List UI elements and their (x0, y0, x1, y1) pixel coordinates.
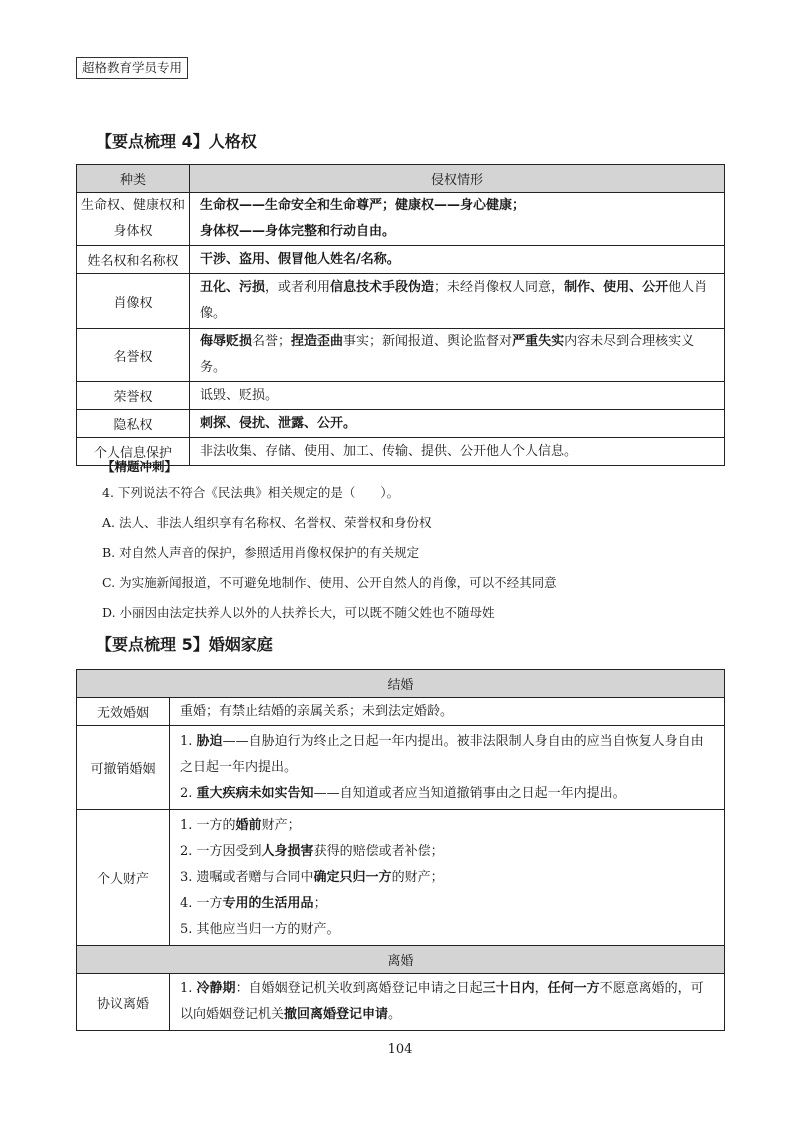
bold-text: 捏造歪曲 (291, 334, 344, 349)
text-segment: 2. 一方因受到 (180, 843, 262, 859)
text-segment: ——自胁迫行为终止之日起一年内提出。被非法限制人身自由的应当自恢复人身自由 (222, 733, 704, 749)
bold-text: 严重失实 (512, 334, 565, 349)
table-header-row (77, 165, 725, 193)
text-line (200, 247, 714, 273)
situation-cell (190, 438, 725, 466)
situation-cell (190, 329, 725, 382)
divorce-header: 离婚 (77, 946, 725, 974)
personality-rights-table (76, 164, 725, 466)
text-segment: 3. 遗嘱或者赠与合同中 (180, 869, 314, 885)
situation-cell (170, 974, 725, 1031)
table-row (77, 193, 725, 246)
kind-cell: 肖像权 (77, 274, 190, 329)
text-line (200, 193, 714, 219)
option-d: D. 小丽因由法定扶养人以外的人扶养长大，可以既不随父姓也不随母姓 (102, 605, 495, 620)
question-text: 4. 下列说法不符合《民法典》相关规定的是（ ）。 (102, 485, 400, 500)
table-row (77, 329, 725, 382)
bold-text: 冷静期 (196, 981, 236, 996)
bold-text: 制作、使用、公开 (564, 280, 669, 295)
marriage-header: 结婚 (77, 670, 725, 698)
text-segment: 之日起一年内提出。 (180, 759, 298, 775)
bold-text: 婚前 (235, 817, 262, 833)
text-segment: 不愿意离婚的，可 (599, 981, 704, 996)
text-segment: 名誉； (252, 334, 292, 349)
header-kind: 种类 (77, 165, 190, 193)
table-row (77, 274, 725, 329)
bold-text: 撤回离婚登记申请 (284, 1007, 389, 1022)
situation-cell (190, 246, 725, 274)
text-line (180, 755, 714, 781)
marriage-header-row (77, 670, 725, 698)
kind-cell: 个人信息保护 (77, 438, 190, 466)
text-segment: 非法收集、存储、使用、加工、传输、提供、公开他人个人信息。 (200, 443, 578, 459)
table-row (77, 246, 725, 274)
text-line (180, 813, 714, 839)
text-line (200, 439, 714, 465)
situation-cell (170, 698, 725, 726)
text-segment: 以向婚姻登记机关 (180, 1007, 285, 1022)
bold-text: 人身损害 (261, 843, 314, 859)
section4-title: 【要点梳理 4】人格权 (96, 132, 257, 151)
text-segment: 事实；新闻报道、舆论监督对 (343, 334, 513, 349)
text-line (200, 275, 714, 301)
kind-cell: 名誉权 (77, 329, 190, 382)
option-a: A. 法人、非法人组织享有名称权、名誉权、荣誉权和身份权 (102, 515, 432, 530)
situation-cell (170, 810, 725, 946)
marriage-family-table (76, 669, 725, 1031)
bold-text: 干涉、盗用、假冒他人姓名/名称。 (200, 251, 400, 267)
situation-cell (190, 274, 725, 329)
option-c: C. 为实施新闻报道，不可避免地制作、使用、公开自然人的肖像，可以不经其同意 (102, 575, 557, 590)
situation-cell (190, 382, 725, 410)
page-number: 104 (387, 1042, 413, 1057)
text-segment: 重婚；有禁止结婚的亲属关系；未到法定婚龄。 (180, 703, 454, 719)
text-line (200, 383, 714, 409)
option-b: B. 对自然人声音的保护，参照适用肖像权保护的有关规定 (102, 545, 420, 560)
situation-cell (190, 193, 725, 246)
text-segment: 的财产； (391, 869, 444, 885)
text-segment: 内容未尽到合理核实义务。 (200, 334, 695, 375)
text-line (180, 699, 714, 725)
header-tag: 超格教育学员专用 (76, 57, 188, 79)
text-line (200, 411, 714, 437)
kind-line: 身体权 (113, 224, 153, 239)
situation-cell (190, 410, 725, 438)
text-segment: 诋毁、贬损。 (200, 387, 279, 403)
bold-text: 身体权——身体完整和行动自由。 (200, 224, 396, 239)
text-line (180, 781, 714, 807)
bold-text: 胁迫 (196, 733, 223, 749)
text-segment: ， (534, 981, 548, 996)
kind-line: 生命权、健康权和 (80, 198, 185, 213)
practice-title: 【精题冲刺】 (102, 459, 178, 474)
table-row (77, 382, 725, 410)
kind-cell: 无效婚姻 (77, 698, 170, 726)
situation-cell (170, 726, 725, 810)
text-line (180, 1002, 714, 1028)
text-line (180, 729, 714, 755)
bold-text: 任何一方 (547, 981, 600, 996)
text-segment: ：自婚姻登记机关收到离婚登记申请之日起 (235, 981, 483, 996)
bold-text: 侮辱贬损 (200, 334, 253, 349)
bold-text: 三十日内 (482, 981, 535, 996)
kind-cell: 个人财产 (77, 810, 170, 946)
text-line (180, 839, 714, 865)
section5-title: 【要点梳理 5】婚姻家庭 (96, 635, 273, 654)
bold-text: 确定只归一方 (313, 869, 392, 885)
table-row (77, 810, 725, 946)
bold-text: 丑化、污损 (200, 280, 266, 295)
divorce-header-row (77, 946, 725, 974)
table-row (77, 974, 725, 1031)
text-line (200, 219, 714, 245)
text-line (180, 917, 714, 943)
text-segment: 1. (180, 981, 197, 996)
text-segment: 获得的赔偿或者补偿； (313, 843, 444, 859)
text-segment: 他人肖 (668, 280, 708, 295)
text-segment: ——自知道或者应当知道撤销事由之日起一年内提出。 (313, 785, 626, 801)
table-row (77, 698, 725, 726)
bold-text: 重大疾病未如实告知 (196, 785, 314, 801)
text-segment: ； (313, 895, 327, 911)
table-row (77, 410, 725, 438)
text-line (180, 891, 714, 917)
text-segment: 。 (388, 1007, 402, 1022)
text-segment: 1. 一方的 (180, 817, 236, 833)
bold-text: 信息技术手段伪造 (330, 280, 435, 295)
text-segment: 财产； (261, 817, 301, 833)
bold-text: 生命权——生命安全和生命尊严；健康权——身心健康； (200, 198, 526, 213)
text-line (200, 301, 714, 327)
text-segment: ，或者利用 (265, 280, 331, 295)
kind-cell (77, 193, 190, 246)
text-segment: 2. (180, 785, 197, 801)
text-line (200, 329, 714, 381)
kind-cell: 协议离婚 (77, 974, 170, 1031)
kind-cell: 可撤销婚姻 (77, 726, 170, 810)
text-segment: ；未经肖像权人同意， (434, 280, 565, 295)
text-line (180, 976, 714, 1002)
bold-text: 刺探、侵扰、泄露、公开。 (200, 415, 357, 431)
text-segment: 5. 其他应当归一方的财产。 (180, 921, 340, 937)
text-segment: 1. (180, 733, 197, 749)
kind-cell: 荣誉权 (77, 382, 190, 410)
text-segment: 像。 (200, 306, 227, 321)
table-row (77, 726, 725, 810)
text-line (180, 865, 714, 891)
kind-cell: 姓名权和名称权 (77, 246, 190, 274)
kind-cell: 隐私权 (77, 410, 190, 438)
bold-text: 专用的生活用品 (222, 895, 314, 911)
header-situations: 侵权情形 (190, 165, 725, 193)
text-segment: 4. 一方 (180, 895, 223, 911)
